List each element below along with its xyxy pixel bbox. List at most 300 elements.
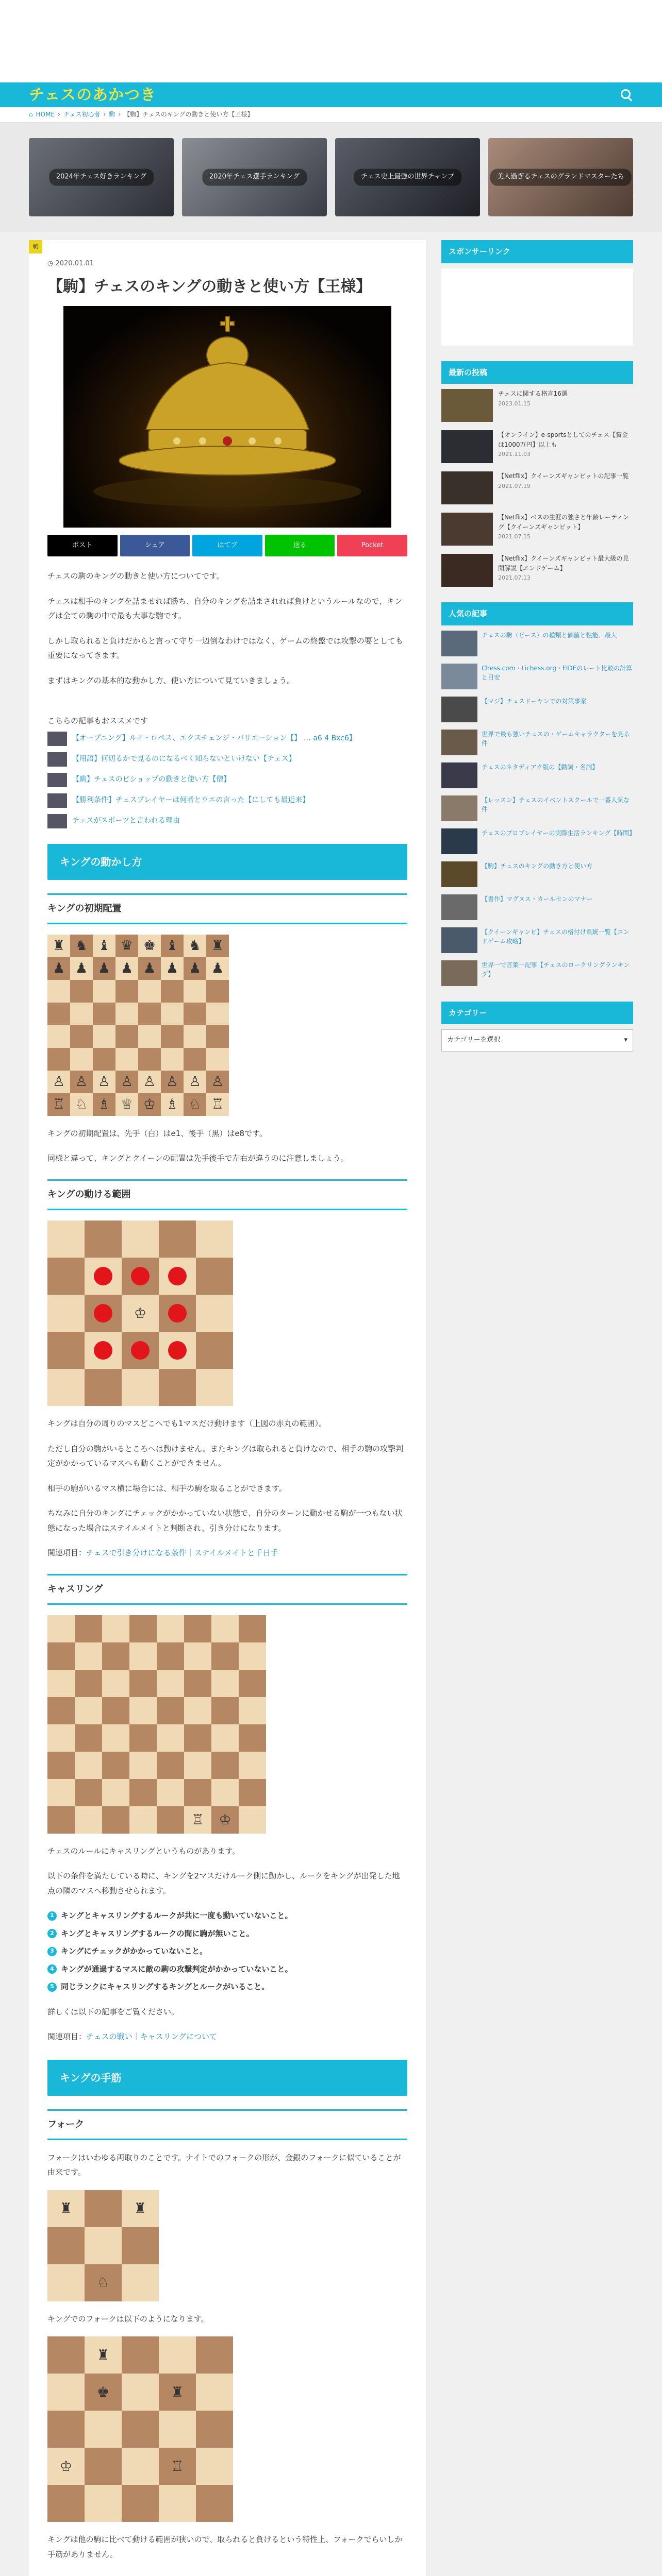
- subsection-heading: キングの初期配置: [47, 893, 407, 924]
- recent-post[interactable]: [441, 513, 633, 546]
- board-square: [184, 1642, 211, 1670]
- recent-post-date: 2021.07.19: [498, 482, 531, 489]
- share-hatena-button[interactable]: はてブ: [192, 535, 262, 556]
- chess-piece: ♙: [93, 1071, 115, 1093]
- board-square: [102, 1752, 129, 1779]
- popular-post[interactable]: [441, 795, 633, 821]
- board-square: [47, 1670, 75, 1697]
- board-square: [184, 1025, 206, 1048]
- board-square: [129, 1615, 157, 1642]
- board-square: [85, 2411, 122, 2448]
- chess-piece: ♜: [122, 2190, 159, 2227]
- eyecatch-image: [63, 306, 391, 528]
- board-square: [93, 1025, 115, 1048]
- board-square: [196, 1295, 233, 1332]
- board-square: [161, 1048, 184, 1071]
- board-square: [115, 1025, 138, 1048]
- widget-title: カテゴリー: [441, 1002, 633, 1025]
- board-square: [47, 1025, 70, 1048]
- fork-text: フォークはいわゆる両取りのことです。ナイトでのフォークの形が、金銀のフォークに似ていることが由来です。: [47, 2153, 401, 2177]
- ad-slot[interactable]: [441, 268, 633, 346]
- recommend-item[interactable]: [47, 732, 407, 746]
- popular-post[interactable]: [441, 861, 633, 887]
- board-square: [138, 980, 161, 1003]
- recommend-thumb: [47, 793, 67, 808]
- popular-post[interactable]: [441, 927, 633, 953]
- chess-piece: ♚: [85, 2374, 122, 2411]
- category-widget: [441, 1002, 633, 1052]
- board-square: [196, 1332, 233, 1369]
- board-square: [122, 1332, 159, 1369]
- board-square: [239, 1806, 266, 1834]
- popular-post[interactable]: [441, 894, 633, 920]
- featured-card[interactable]: [335, 138, 480, 216]
- board-square: [47, 1615, 75, 1642]
- board-square: [47, 2374, 85, 2411]
- breadcrumb-item[interactable]: HOME: [36, 111, 55, 118]
- board-square: [239, 1697, 266, 1724]
- post-thumb: [441, 828, 477, 854]
- board-square: [115, 1048, 138, 1071]
- related-label: 関連項目：: [47, 1548, 87, 1558]
- castling-rule: [47, 1944, 407, 1959]
- post-thumb: [441, 730, 477, 755]
- rule-number: 5: [47, 1982, 57, 1992]
- post-thumb: [441, 861, 477, 887]
- chess-piece: ♙: [184, 1071, 206, 1093]
- castling-rule: [47, 1926, 407, 1941]
- chess-piece: ♙: [70, 1071, 93, 1093]
- recent-post-date: 2021.07.15: [498, 533, 531, 540]
- home-icon[interactable]: ⌂: [29, 111, 33, 118]
- post-thumb: [441, 795, 477, 821]
- board-square: [159, 1332, 196, 1369]
- board-square: [184, 1615, 211, 1642]
- board-square: [122, 2264, 159, 2301]
- board-square: [75, 1697, 102, 1724]
- board-square: [70, 1003, 93, 1025]
- board-square: [47, 2264, 85, 2301]
- recent-post-title[interactable]: 【Netflix】クイーンズギャンビット最大級の見開解説【エンドゲーム】: [498, 555, 629, 572]
- board-square: [157, 1724, 184, 1752]
- popular-post-link[interactable]: 【クイーンギャンビ】チェスの格付け系統一覧【エンドゲーム攻略】: [482, 928, 630, 945]
- chess-piece: ♚: [138, 935, 161, 957]
- recent-post[interactable]: [441, 430, 633, 463]
- popular-post-link[interactable]: チェスの駒（ピース）の種類と価値と性能、最大: [482, 631, 617, 639]
- chess-piece: ♙: [206, 1071, 229, 1093]
- board-square: [157, 1670, 184, 1697]
- board-square: [157, 1806, 184, 1834]
- subsection-heading: キャスリング: [47, 1574, 407, 1605]
- chess-piece: ♙: [161, 1071, 184, 1093]
- featured-card[interactable]: [182, 138, 327, 216]
- board-square: [211, 1724, 239, 1752]
- castling-rules: [47, 1908, 407, 1994]
- post-thumb: [441, 430, 493, 463]
- popular-post[interactable]: [441, 828, 636, 854]
- board-square: [138, 1003, 161, 1025]
- breadcrumb-current: 【駒】チェスのキングの動きと使い方【王様】: [124, 111, 254, 118]
- board-square: [47, 1048, 70, 1071]
- board-square: [122, 2336, 159, 2374]
- chess-piece: ♜: [47, 935, 70, 957]
- article: [29, 240, 426, 2576]
- popular-post[interactable]: [441, 664, 633, 689]
- chess-piece: ♘: [70, 1093, 93, 1116]
- chess-piece: ♟: [115, 957, 138, 980]
- chess-piece: ♜: [85, 2336, 122, 2374]
- chess-piece: ♙: [138, 1071, 161, 1093]
- board-square: [239, 1615, 266, 1642]
- intro-text: チェスは相手のキングを詰ませれば勝ち、自分のキングを詰まされれば負けというルールなので、キングは全ての駒の中で最も大事な駒です。: [47, 596, 402, 621]
- chess-piece: ♛: [115, 935, 138, 957]
- subsection-heading: フォーク: [47, 2109, 407, 2140]
- chess-piece: ♟: [184, 957, 206, 980]
- recommend-link[interactable]: 【駒】チェスのビショップの動きと使い方【僧】: [72, 775, 231, 784]
- board-square: [93, 980, 115, 1003]
- board-square: [122, 1369, 159, 1406]
- clock-icon: ◷: [47, 260, 56, 267]
- post-thumb: [441, 960, 477, 986]
- recent-posts-widget: [441, 361, 633, 587]
- board-square: [161, 1025, 184, 1048]
- board-square: [157, 1615, 184, 1642]
- featured-label: 美人過ぎるチェスのグランドマスターたち: [490, 169, 632, 186]
- popular-post-link[interactable]: 世界で最も強いチェスの・ゲームキャラクターを見る件: [482, 730, 630, 747]
- recommend-list: [47, 732, 407, 828]
- castling-rule-text: キングにチェックがかかっていないこと。: [61, 1946, 208, 1956]
- board-square: [47, 1221, 85, 1258]
- board-square: [75, 1642, 102, 1670]
- fork-after-text: キングは他の駒に比べて動ける範囲が狭いので、取られると負けるという特性上、フォークでらいしか手筋がありません。: [47, 2535, 403, 2559]
- top-margin: [0, 0, 662, 82]
- board-square: [47, 2485, 85, 2522]
- board-square: [75, 1752, 102, 1779]
- recent-post[interactable]: [441, 389, 633, 422]
- chevron-down-icon: ▾: [624, 1036, 627, 1044]
- board-square: [138, 1048, 161, 1071]
- chess-piece: ♖: [159, 2448, 196, 2485]
- board-square: [93, 1003, 115, 1025]
- board-square: [85, 1369, 122, 1406]
- board-square: [206, 1003, 229, 1025]
- recommend-thumb: [47, 814, 67, 828]
- recent-post-title[interactable]: チェスに関する格言16選: [498, 390, 568, 397]
- post-thumb: [441, 554, 493, 587]
- board-square: [196, 2485, 233, 2522]
- board-square: [47, 1258, 85, 1295]
- castling-more: 詳しくは以下の記事をご覧ください。: [47, 2007, 179, 2016]
- board-square: [157, 1779, 184, 1806]
- board-square: [85, 1221, 122, 1258]
- rule-number: 4: [47, 1964, 57, 1974]
- board-square: [196, 2448, 233, 2485]
- recent-post-title[interactable]: 【オンライン】e-sportsとしてのチェス【賞金は1000万円】以上も: [498, 431, 628, 448]
- chess-piece: ♟: [206, 957, 229, 980]
- board-square: [115, 1003, 138, 1025]
- chess-piece: ♜: [159, 2374, 196, 2411]
- chess-piece: ♝: [93, 935, 115, 957]
- post-thumb: [441, 389, 493, 422]
- featured-label: チェス史上最強の世界チャンプ: [354, 169, 461, 186]
- subsection-heading: キングの動ける範囲: [47, 1179, 407, 1210]
- board-square: [129, 1806, 157, 1834]
- range-text: キングは自分の周りのマスどこへでも1マスだけ動けます（上図の赤丸の範囲）。: [47, 1419, 326, 1429]
- board-square: [211, 1642, 239, 1670]
- popular-post-link[interactable]: 世界一で言葉一記事【チェスのロークリングランキング】: [482, 961, 630, 978]
- board-square: [47, 1724, 75, 1752]
- search-icon[interactable]: [620, 88, 633, 101]
- featured-card[interactable]: [29, 138, 174, 216]
- board-square: [196, 1369, 233, 1406]
- chess-piece: ♟: [138, 957, 161, 980]
- board-square: [102, 1615, 129, 1642]
- castling-related-link[interactable]: チェスの戦い｜キャスリングについて: [86, 2032, 217, 2042]
- board-square: [102, 1806, 129, 1834]
- board-square: [75, 1615, 102, 1642]
- board-square: [206, 1048, 229, 1071]
- recent-post-date: 2023.01.15: [498, 400, 531, 407]
- popular-post[interactable]: [441, 730, 633, 755]
- chess-piece: ♘: [184, 1093, 206, 1116]
- board-square: [129, 1752, 157, 1779]
- share-buttons: [47, 535, 407, 556]
- board-square: [75, 1779, 102, 1806]
- category-select[interactable]: [441, 1029, 633, 1052]
- post-date: [47, 258, 407, 270]
- recommend-item[interactable]: [47, 793, 407, 808]
- board-square: [211, 1697, 239, 1724]
- board-square: [122, 2411, 159, 2448]
- chess-piece: ♗: [93, 1093, 115, 1116]
- initial-text: 同様と違って、キングとクイーンの配置は先手後手で左右が違うのに注意しましょう。: [47, 1154, 349, 1163]
- recent-post-title[interactable]: 【Netflix】クイーンズギャンビットの記事一覧: [498, 472, 629, 480]
- post-thumb: [441, 894, 477, 920]
- section-heading: キングの手筋: [47, 2060, 407, 2096]
- castling-rule-text: キングとキャスリングするルークが共に一度も動いていないこと。: [61, 1911, 293, 1921]
- recent-post[interactable]: [441, 471, 633, 504]
- board-square: [157, 1697, 184, 1724]
- board-square: [239, 1724, 266, 1752]
- recent-post[interactable]: [441, 554, 633, 587]
- board-square: [239, 1779, 266, 1806]
- recommend-link[interactable]: 【用語】何切るかで見るのになるべく知らないといけない【チェス】: [72, 755, 296, 764]
- king-range-board: [47, 1221, 233, 1406]
- chess-piece: ♟: [47, 957, 70, 980]
- related-line: [47, 2029, 407, 2044]
- breadcrumb-item[interactable]: チェス初心者: [63, 111, 101, 118]
- post-thumb: [441, 513, 493, 546]
- chess-piece: ♖: [184, 1806, 211, 1834]
- board-square: [206, 1025, 229, 1048]
- sidebar: [441, 240, 636, 2576]
- recommend-item[interactable]: [47, 773, 407, 787]
- rule-number: 3: [47, 1947, 57, 1956]
- chess-piece: ♔: [122, 1295, 159, 1332]
- chess-piece: ♝: [161, 935, 184, 957]
- fork-king-text: キングでのフォークは以下のようになります。: [47, 2314, 209, 2324]
- board-square: [47, 1332, 85, 1369]
- rule-number: 1: [47, 1911, 57, 1921]
- board-square: [102, 1642, 129, 1670]
- board-square: [157, 1752, 184, 1779]
- board-square: [129, 1697, 157, 1724]
- chess-piece: ♙: [115, 1071, 138, 1093]
- rule-number: 2: [47, 1929, 57, 1938]
- widget-title: スポンサーリンク: [441, 240, 633, 263]
- board-square: [85, 1258, 122, 1295]
- board-square: [211, 1670, 239, 1697]
- board-square: [47, 1295, 85, 1332]
- board-square: [47, 1369, 85, 1406]
- board-square: [47, 2227, 85, 2264]
- castling-rule-text: 同じランクにキャスリングするキングとルークがいること。: [61, 1982, 270, 1992]
- chess-piece: ♟: [93, 957, 115, 980]
- recommend-title: こちらの記事もおススメです: [47, 716, 148, 726]
- castling-rule-text: キングとキャスリングするルークの間に駒が無いこと。: [61, 1928, 254, 1938]
- recommend-link[interactable]: チェスがスポーツと言われる理由: [72, 817, 180, 825]
- board-square: [85, 2190, 122, 2227]
- board-square: [47, 1697, 75, 1724]
- board-square: [161, 1003, 184, 1025]
- board-square: [75, 1670, 102, 1697]
- category-tag[interactable]: 駒: [29, 240, 42, 253]
- chess-piece: ♞: [70, 935, 93, 957]
- share-line-button[interactable]: 送る: [265, 535, 335, 556]
- board-square: [93, 1048, 115, 1071]
- popular-post[interactable]: [441, 697, 633, 722]
- popular-post[interactable]: [441, 631, 633, 656]
- board-square: [184, 1003, 206, 1025]
- recommend-thumb: [47, 752, 67, 767]
- popular-post-link[interactable]: Chess.com・Lichess.org・FIDEのレート比較の計算と目安: [482, 664, 633, 681]
- intro-text: しかし取られると負けだからと言って守り一辺倒なわけではなく、ゲームの終盤では攻撃の要としても重要になってきます。: [47, 636, 403, 660]
- board-square: [75, 1724, 102, 1752]
- chess-piece: ♞: [184, 935, 206, 957]
- board-square: [129, 1642, 157, 1670]
- castling-rule: [47, 1962, 407, 1977]
- board-square: [159, 2336, 196, 2374]
- chess-piece: ♟: [70, 957, 93, 980]
- popular-post-link[interactable]: チェスのプロプレイヤーの実際生活ランキング【時間】: [482, 829, 636, 837]
- board-square: [47, 2336, 85, 2374]
- board-square: [159, 1221, 196, 1258]
- range-text: 相手の駒がいるマス横に場合には、相手の駒を取ることができます。: [47, 1483, 287, 1493]
- chess-piece: ♗: [161, 1093, 184, 1116]
- knight-fork-board: [47, 2190, 159, 2301]
- board-square: [196, 1221, 233, 1258]
- recommend-item[interactable]: [47, 814, 407, 828]
- board-square: [102, 1670, 129, 1697]
- board-square: [70, 980, 93, 1003]
- board-square: [47, 1806, 75, 1834]
- recommend-item[interactable]: [47, 752, 407, 767]
- range-text: ただし自分の駒がいるところへは動けません。またキングは取られると負けなので、相手の駒の攻撃判定がかかっているマスへも動くことができません。: [47, 1444, 404, 1468]
- related-link[interactable]: チェスで引き分けになる条件｜ステイルメイトと千日手: [86, 1548, 278, 1558]
- board-square: [122, 2227, 159, 2264]
- board-square: [70, 1048, 93, 1071]
- board-square: [157, 1642, 184, 1670]
- chess-piece: ♖: [47, 1093, 70, 1116]
- popular-post-link[interactable]: 【駒】チェスのキングの動き方と使い方: [482, 862, 593, 870]
- share-x-button[interactable]: ポスト: [47, 535, 118, 556]
- popular-post-link[interactable]: 【書作】マグヌス・カールセンのマナー: [482, 895, 593, 903]
- popular-post[interactable]: [441, 960, 633, 986]
- castling-board: [47, 1615, 266, 1834]
- board-square: [47, 1752, 75, 1779]
- board-square: [184, 1752, 211, 1779]
- share-facebook-button[interactable]: シェア: [120, 535, 190, 556]
- board-square: [47, 1003, 70, 1025]
- related-label: 関連項目：: [47, 2032, 87, 2042]
- recommend-link[interactable]: 【勝利条件】チェスプレイヤーは何者とウエの言った【にしても最近来】: [72, 796, 310, 805]
- chess-piece: ♘: [85, 2264, 122, 2301]
- featured-carousel: [0, 123, 662, 232]
- board-square: [70, 1025, 93, 1048]
- board-square: [115, 980, 138, 1003]
- site-logo[interactable]: チェスのあかつき: [29, 86, 157, 104]
- recent-post-title[interactable]: 【Netflix】ベスの生涯の強さと年齢レーティング【クイーンズギャンビット】: [498, 514, 630, 531]
- board-square: [75, 1806, 102, 1834]
- post-date-text: 2020.01.01: [55, 260, 94, 267]
- featured-card[interactable]: [488, 138, 633, 216]
- castling-text: 以下の条件を満たしている時に、キングを2マスだけルーク側に動かし、ルークをキングが出発した地点の隣のマスへ移動させられます。: [47, 1871, 400, 1895]
- board-square: [129, 1670, 157, 1697]
- initial-position-board: [47, 935, 229, 1116]
- popular-post-link[interactable]: 【レッスン】チェスのイベントスクールで一番人気な件: [482, 796, 630, 813]
- popular-post-link[interactable]: チェスのネタディアク版の【動詞・名詞】: [482, 763, 599, 771]
- board-square: [211, 1779, 239, 1806]
- board-square: [161, 980, 184, 1003]
- board-square: [122, 1258, 159, 1295]
- chess-piece: ♕: [115, 1093, 138, 1116]
- share-pocket-button[interactable]: Pocket: [337, 535, 407, 556]
- board-square: [206, 980, 229, 1003]
- article-title: 【駒】チェスのキングの動きと使い方【王様】: [47, 277, 372, 296]
- chess-piece: ♟: [161, 957, 184, 980]
- breadcrumb-item[interactable]: 駒: [109, 111, 115, 118]
- board-square: [184, 1048, 206, 1071]
- board-square: [211, 1752, 239, 1779]
- castling-rule-text: キングが通過するマスに敵の駒の攻撃判定がかかっていないこと。: [61, 1964, 293, 1974]
- recent-post-date: 2021.11.03: [498, 451, 531, 458]
- chess-piece: ♜: [206, 935, 229, 957]
- chess-piece: ♖: [206, 1093, 229, 1116]
- board-square: [85, 1295, 122, 1332]
- post-thumb: [441, 697, 477, 722]
- board-square: [85, 2448, 122, 2485]
- board-square: [102, 1697, 129, 1724]
- intro-text: まずはキングの基本的な動かし方、使い方について見ていきましょう。: [47, 675, 295, 685]
- chess-piece: ♜: [47, 2190, 85, 2227]
- board-square: [239, 1642, 266, 1670]
- board-square: [122, 1221, 159, 1258]
- post-thumb: [441, 471, 493, 504]
- range-text: ちなみに自分のキングにチェックがかかっていない状態で、自分のターンに動かせる駒が一つもない状態になった場合はステイルメイトと判断され、引き分けになります。: [47, 1509, 403, 1533]
- board-square: [122, 2485, 159, 2522]
- intro-text: チェスの駒のキングの動きと使い方についてです。: [47, 571, 224, 581]
- featured-label: 2020年チェス選手ランキング: [202, 169, 307, 186]
- popular-post-link[interactable]: 【マジ】チェスドーヤンでの対策事案: [482, 697, 587, 705]
- board-square: [159, 1295, 196, 1332]
- board-square: [85, 2227, 122, 2264]
- board-square: [196, 2336, 233, 2374]
- board-square: [184, 1670, 211, 1697]
- board-square: [47, 1642, 75, 1670]
- chess-piece: ♔: [138, 1093, 161, 1116]
- recommend-link[interactable]: 【オープニング】ルイ・ロペス、エクスチェンジ・バリエーション【】 … a6 4 Bxc6】: [72, 734, 356, 743]
- popular-post[interactable]: [441, 762, 633, 788]
